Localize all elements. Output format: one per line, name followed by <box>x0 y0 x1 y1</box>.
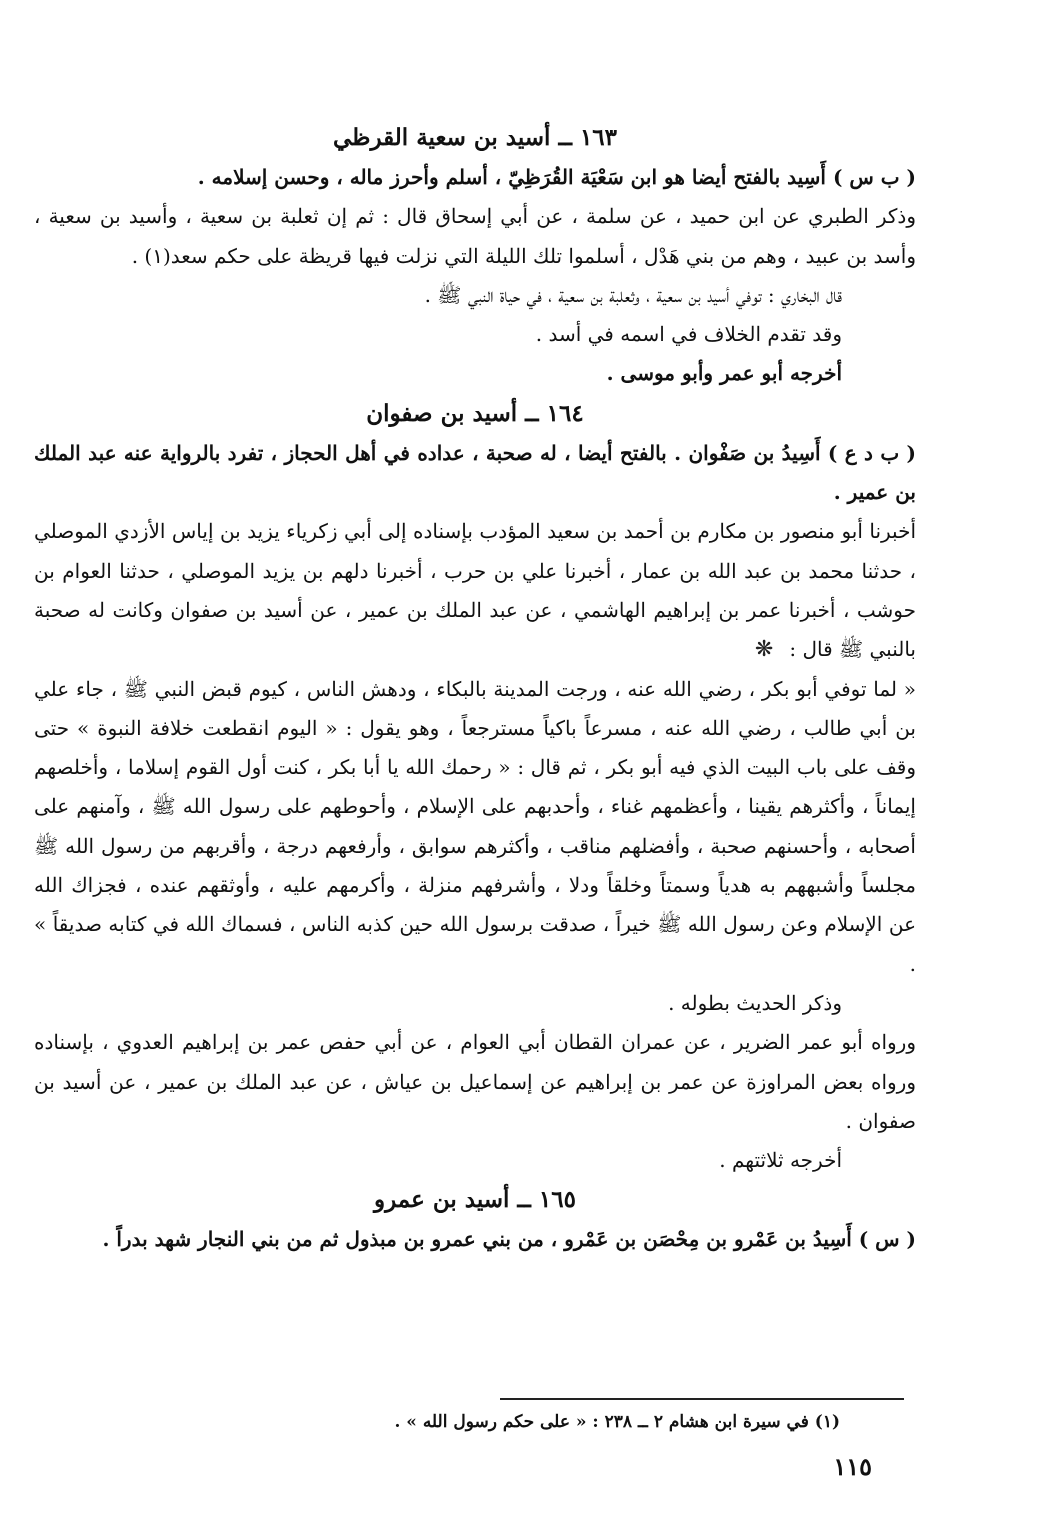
footnote-divider <box>500 1398 904 1400</box>
entry-164-note: وذكر الحديث بطوله . <box>668 990 842 1015</box>
entry-163-intro: ( ب س ) أَسِيد بالفتح أيضا هو ابن سَعْيَة القُرَظِيّ ، أسلم وأحرز ماله ، وحسن إسلامه . <box>197 165 916 189</box>
entry-165-intro: ( س ) أَسِيدُ بن عَمْرو بن مِحْصَن بن عَمْرو ، من بني عمرو بن مبذول ثم من بني النجار شهد بدراً . <box>102 1227 916 1252</box>
entry-heading-164: ١٦٤ ــ أسيد بن صفوان <box>366 399 584 427</box>
footnote: (١) في سيرة ابن هشام ٢ ــ ٢٣٨ : « على حكم رسول الله » . <box>394 1412 840 1432</box>
entry-163-source: أخرجه أبو عمر وأبو موسى . <box>606 361 842 386</box>
entry-163-tabari: وذكر الطبري عن ابن حميد ، عن سلمة ، عن أبي إسحاق قال : ثم إن ثعلبة بن سعية ، وأسيد بن سعية ، وأسد بن عبيد ، وهم من بني هَدْل ، أسلموا تلك الليلة التي نزلت فيها قريظة على حكم سعد(١) . <box>34 204 916 268</box>
entry-heading-165: ١٦٥ ــ أسيد بن عمرو <box>374 1186 576 1214</box>
entry-164-source: أخرجه ثلاثتهم . <box>719 1148 842 1173</box>
page-body <box>34 118 916 1260</box>
entry-164-hadith: « لما توفي أبو بكر ، رضي الله عنه ، ورجت المدينة بالبكاء ، ودهش الناس ، كيوم قبض النبي ﷺ ، جاء علي بن أبي طالب ، رضي الله عنه ، مسرعاً باكياً مسترجعاً ، وهو يقول : « اليوم انقطعت خلافة النبوة » حتى وقف على باب البيت الذي فيه أبو بكر ، ثم قال : « رحمك الله يا أبا بكر ، كنت أول القوم إسلاما ، وأخلصهم إيماناً ، وأكثرهم يقينا ، وأعظمهم غناء ، وأحدبهم على الإسلام ، وأحوطهم على رسول الله ﷺ ، وآمنهم على أصحابه ، وأحسنهم صحبة ، وأفضلهم مناقب ، وأكثرهم سوابق ، وأرفعهم درجة ، وأقربهم من رسول الله ﷺ مجلساً وأشبههم به هدياً وسمتاً وخلقاً ودلا ، وأشرفهم منزلة ، وأكرمهم عليه ، وأوثقهم عنده ، فجزاك الله عن الإسلام وعن رسول الله ﷺ خيراً ، صدقت برسول الله حين كذبه الناس ، فسماك الله في كتابه صديقاً » . <box>34 676 916 976</box>
entry-164-isnad <box>34 512 916 669</box>
entry-164-isnad-text: أخبرنا أبو منصور بن مكارم بن أحمد بن سعيد المؤدب بإسناده إلى أبي زكرياء يزيد بن إياس الأزدي الموصلي ، حدثنا محمد بن عبد الله بن عمار ، أخبرنا علي بن حرب ، أخبرنا دلهم بن يزيد الموصلي ، حدثنا العوام بن حوشب ، أخبرنا عمر بن إبراهيم الهاشمي ، عن عبد الملك بن عمير ، عن أسيد بن صفوان وكانت له صحبة بالنبي ﷺ قال : <box>34 519 916 662</box>
entry-163-note: وقد تقدم الخلاف في اسمه في أسد . <box>535 322 842 347</box>
ornament-icon: ❋ <box>754 637 774 663</box>
entry-164-riwaya: ورواه أبو عمر الضرير ، عن عمران القطان أبي العوام ، عن أبي حفص عمر بن إبراهيم العدوي ، بإسناده ورواه بعض المراوزة عن عمر بن إبراهيم عن إسماعيل بن عياش ، عن عبد الملك بن عمير ، عن أسيد بن صفوان . <box>34 1030 916 1133</box>
entry-heading-163: ١٦٣ ــ أسيد بن سعية القرظي <box>333 124 617 151</box>
page-number: ١١٥ <box>833 1452 872 1481</box>
entry-163-bukhari: قال البخاري : توفي أسيد بن سعية ، وثعلبة بن سعية ، في حياة النبي ﷺ . <box>424 282 842 307</box>
entry-164-intro: ( ب د ع ) أَسِيدُ بن صَفْوان . بالفتح أيضا ، له صحبة ، عداده في أهل الحجاز ، تفرد بالرواية عنه عبد الملك بن عمير . <box>34 440 916 505</box>
